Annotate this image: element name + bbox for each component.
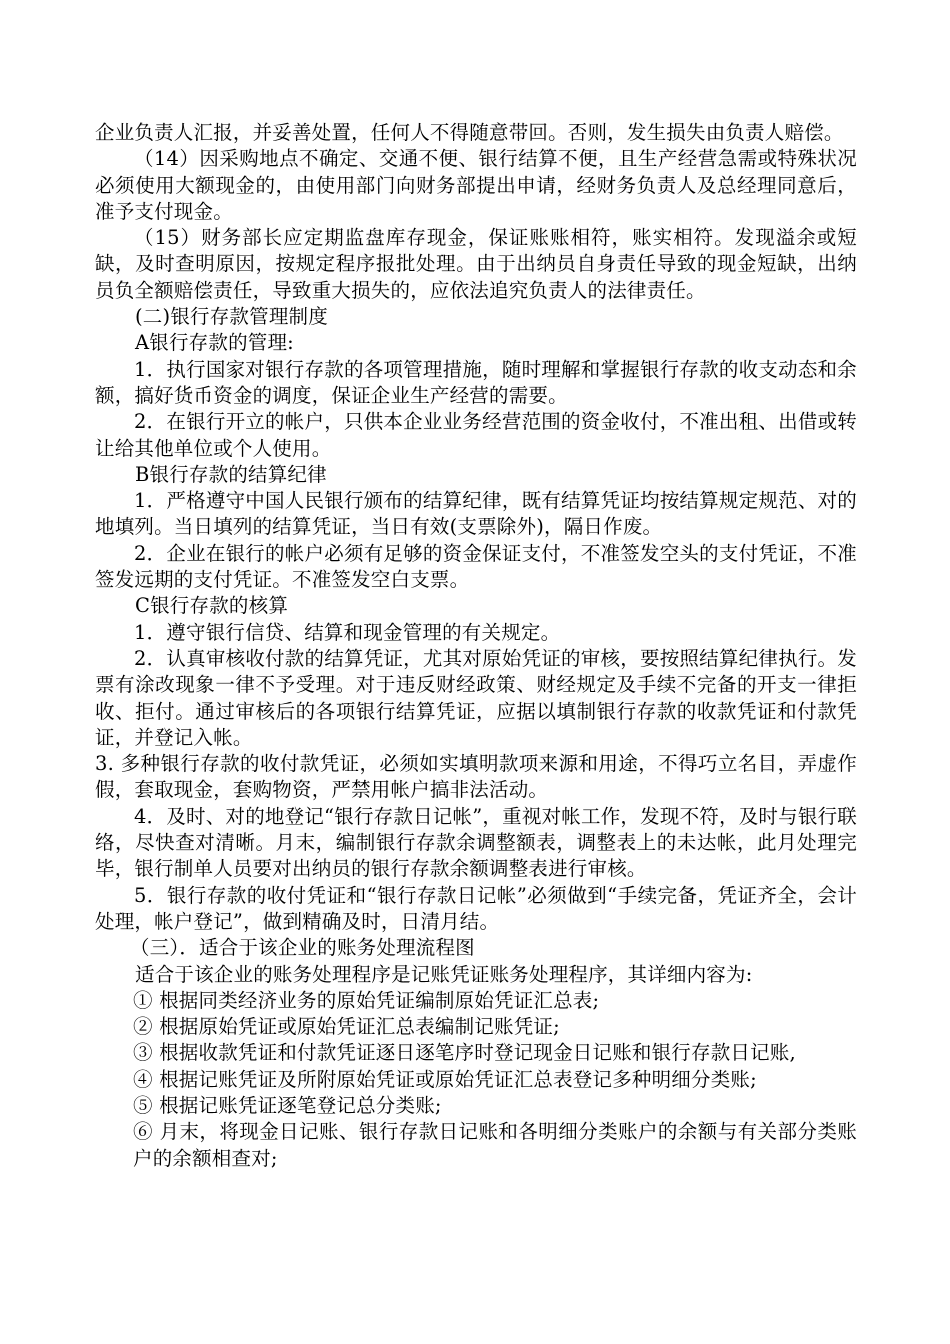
paragraph-cash-handover: 企业负责人汇报，并妥善处置，任何人不得随意带回。否则，发生损失由负责人赔偿。 bbox=[95, 121, 844, 144]
paragraph-a-1: 1．执行国家对银行存款的各项管理措施，随时理解和掌握银行存款的收支动态和余额，搞好货币资金的调度，保证企业生产经营的需要。 bbox=[95, 357, 857, 407]
paragraph-c-1: 1．遵守银行信贷、结算和现金管理的有关规定。 bbox=[134, 620, 561, 644]
subheading-a: A银行存款的管理: bbox=[135, 331, 294, 355]
paragraph-flow-intro: 适合于该企业的账务处理程序是记账凭证账务处理程序，其详细内容为: bbox=[135, 962, 753, 986]
subheading-c: C银行存款的核算 bbox=[135, 594, 289, 618]
paragraph-b-1: 1．严格遵守中国人民银行颁布的结算纪律，既有结算凭证均按结算规定规范、对的地填列。当日填列的结算凭证，当日有效(支票除外)，隔日作废。 bbox=[95, 489, 857, 539]
list-item-step-2: ② 根据原始凭证或原始凭证汇总表编制记账凭证; bbox=[133, 1015, 560, 1039]
paragraph-a-2: 2．在银行开立的帐户，只供本企业业务经营范围的资金收付，不准出租、出借或转让给其他单位或个人使用。 bbox=[95, 410, 857, 460]
list-item-step-5: ⑤ 根据记账凭证逐笔登记总分类账; bbox=[133, 1093, 442, 1117]
paragraph-c-2: 2．认真审核收付款的结算凭证，尤其对原始凭证的审核，要按照结算纪律执行。发票有涂改现象一律不予受理。对于违反财经政策、财经规定及手续不完备的开支一律拒收、拒付。通过审核后的各项银行结算凭证，应据以填制银行存款的收款凭证和付款凭证，并登记入帐。 bbox=[95, 646, 857, 749]
paragraph-c-5: 5．银行存款的收付凭证和“银行存款日记帐”必须做到“手续完备，凭证齐全，会计处理，帐户登记”，做到精确及时，日清月结。 bbox=[95, 883, 857, 933]
paragraph-c-3: 3. 多种银行存款的收付款凭证，必须如实填明款项来源和用途，不得巧立名目，弄虚作假，套取现金，套购物资，严禁用帐户搞非法活动。 bbox=[95, 752, 857, 802]
list-item-step-4: ④ 根据记账凭证及所附原始凭证或原始凭证汇总表登记多种明细分类账; bbox=[133, 1067, 757, 1091]
list-item-step-3: ③ 根据收款凭证和付款凭证逐日逐笔序时登记现金日记账和银行存款日记账, bbox=[133, 1041, 796, 1065]
paragraph-b-2: 2．企业在银行的帐户必须有足够的资金保证支付，不准签发空头的支付凭证，不准签发远期的支付凭证。不准签发空白支票。 bbox=[95, 541, 857, 592]
paragraph-item-14: （14）因采购地点不确定、交通不便、银行结算不便，且生产经营急需或特殊状况必须使用大额现金的，由使用部门向财务部提出申请，经财务负责人及总经理同意后，准予支付现金。 bbox=[95, 147, 857, 223]
list-item-step-6: ⑥ 月末，将现金日记账、银行存款日记账和各明细分类账户的余额与有关部分类账户的余额相查对; bbox=[133, 1120, 857, 1170]
document-page bbox=[95, 120, 857, 1172]
section-heading-bank-deposit: (二)银行存款管理制度 bbox=[135, 305, 328, 329]
section-heading-accounting-flow: （三）．适合于该企业的账务处理流程图 bbox=[130, 936, 475, 960]
list-item-step-1: ① 根据同类经济业务的原始凭证编制原始凭证汇总表; bbox=[133, 988, 600, 1012]
paragraph-c-4: 4．及时、对的地登记“银行存款日记帐”，重视对帐工作，发现不符，及时与银行联络，尽快查对清晰。月末，编制银行存款余调整额表，调整表上的未达帐，此月处理完毕，银行制单人员要对出纳员的银行存款余额调整表进行审核。 bbox=[95, 804, 857, 881]
paragraph-item-15: （15）财务部长应定期监盘库存现金，保证账账相符，账实相符。发现溢余或短缺，及时查明原因，按规定程序报批处理。由于出纳员自身责任导致的现金短缺，出纳员负全额赔偿责任，导致重大损失的，应依法追究负责人的法律责任。 bbox=[95, 226, 857, 302]
subheading-b: B银行存款的结算纪律 bbox=[135, 462, 327, 486]
